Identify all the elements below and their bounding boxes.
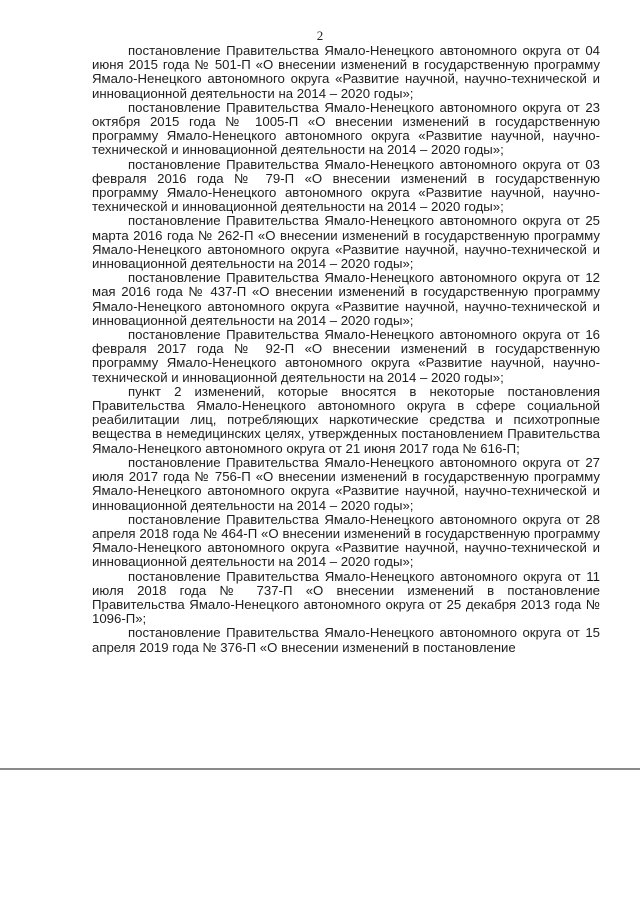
paragraph: постановление Правительства Ямало-Ненецкого автономного округа от 12 мая 2016 года № 437-П «О внесении изменений в государственную программу Ямало-Ненецкого автономного округа «Развитие научной, научно-технической и инновационной деятельности на 2014 – 2020 годы»; (92, 270, 600, 328)
paragraph: постановление Правительства Ямало-Ненецкого автономного округа от 23 октября 2015 года № 1005-П «О внесении изменений в государственную программу Ямало-Ненецкого автономного округа «Развитие научной, научно-технической и инновационной деятельности на 2014 – 2020 годы»; (92, 99, 600, 158)
paragraph: постановление Правительства Ямало-Ненецкого автономного округа от 25 марта 2016 года № 262-П «О внесении изменений в государственную программу Ямало-Ненецкого автономного округа «Развитие научной, научно-технической и инновационной деятельности на 2014 – 2020 годы»; (92, 213, 600, 272)
page-number: 2 (316, 28, 324, 43)
document-body (92, 44, 600, 655)
paragraph: постановление Правительства Ямало-Ненецкого автономного округа от 03 февраля 2016 года № 79-П «О внесении изменений в государственную программу Ямало-Ненецкого автономного округа «Развитие научной, научно-технической и инновационной деятельности на 2014 – 2020 годы»; (92, 156, 600, 215)
paragraph: постановление Правительства Ямало-Ненецкого автономного округа от 04 июня 2015 года № 501-П «О внесении изменений в государственную программу Ямало-Ненецкого автономного округа «Развитие научной, научно-технической и инновационной деятельности на 2014 – 2020 годы»; (92, 43, 600, 101)
blank-background (0, 770, 640, 905)
paragraph: постановление Правительства Ямало-Ненецкого автономного округа от 11 июля 2018 года № 737-П «О внесении изменений в постановление Правительства Ямало-Ненецкого автономного округа от 25 декабря 2013 года № 1096-П»; (92, 568, 600, 627)
paragraph: постановление Правительства Ямало-Ненецкого автономного округа от 27 июля 2017 года № 756-П «О внесении изменений в государственную программу Ямало-Ненецкого автономного округа «Развитие научной, научно-технической и инновационной деятельности на 2014 – 2020 годы»; (92, 454, 600, 513)
paragraph: постановление Правительства Ямало-Ненецкого автономного округа от 28 апреля 2018 года № 464-П «О внесении изменений в государственную программу Ямало-Ненецкого автономного округа «Развитие научной, научно-технической и инновационной деятельности на 2014 – 2020 годы»; (92, 511, 600, 570)
paragraph: постановление Правительства Ямало-Ненецкого автономного округа от 16 февраля 2017 года № 92-П «О внесении изменений в государственную программу Ямало-Ненецкого автономного округа «Развитие научной, научно-технической и инновационной деятельности на 2014 – 2020 годы»; (92, 327, 600, 385)
paragraph: постановление Правительства Ямало-Ненецкого автономного округа от 15 апреля 2019 года № 376-П «О внесении изменений в постановление (92, 625, 600, 655)
paragraph: пункт 2 изменений, которые вносятся в некоторые постановления Правительства Ямало-Ненецкого автономного округа в сфере социальной реабилитации лиц, потребляющих наркотические средства и психотропные вещества в немедицинских целях, утвержденных постановлением Правительства Ямало-Ненецкого автономного округа от 21 июня 2017 года № 616-П; (92, 383, 600, 456)
